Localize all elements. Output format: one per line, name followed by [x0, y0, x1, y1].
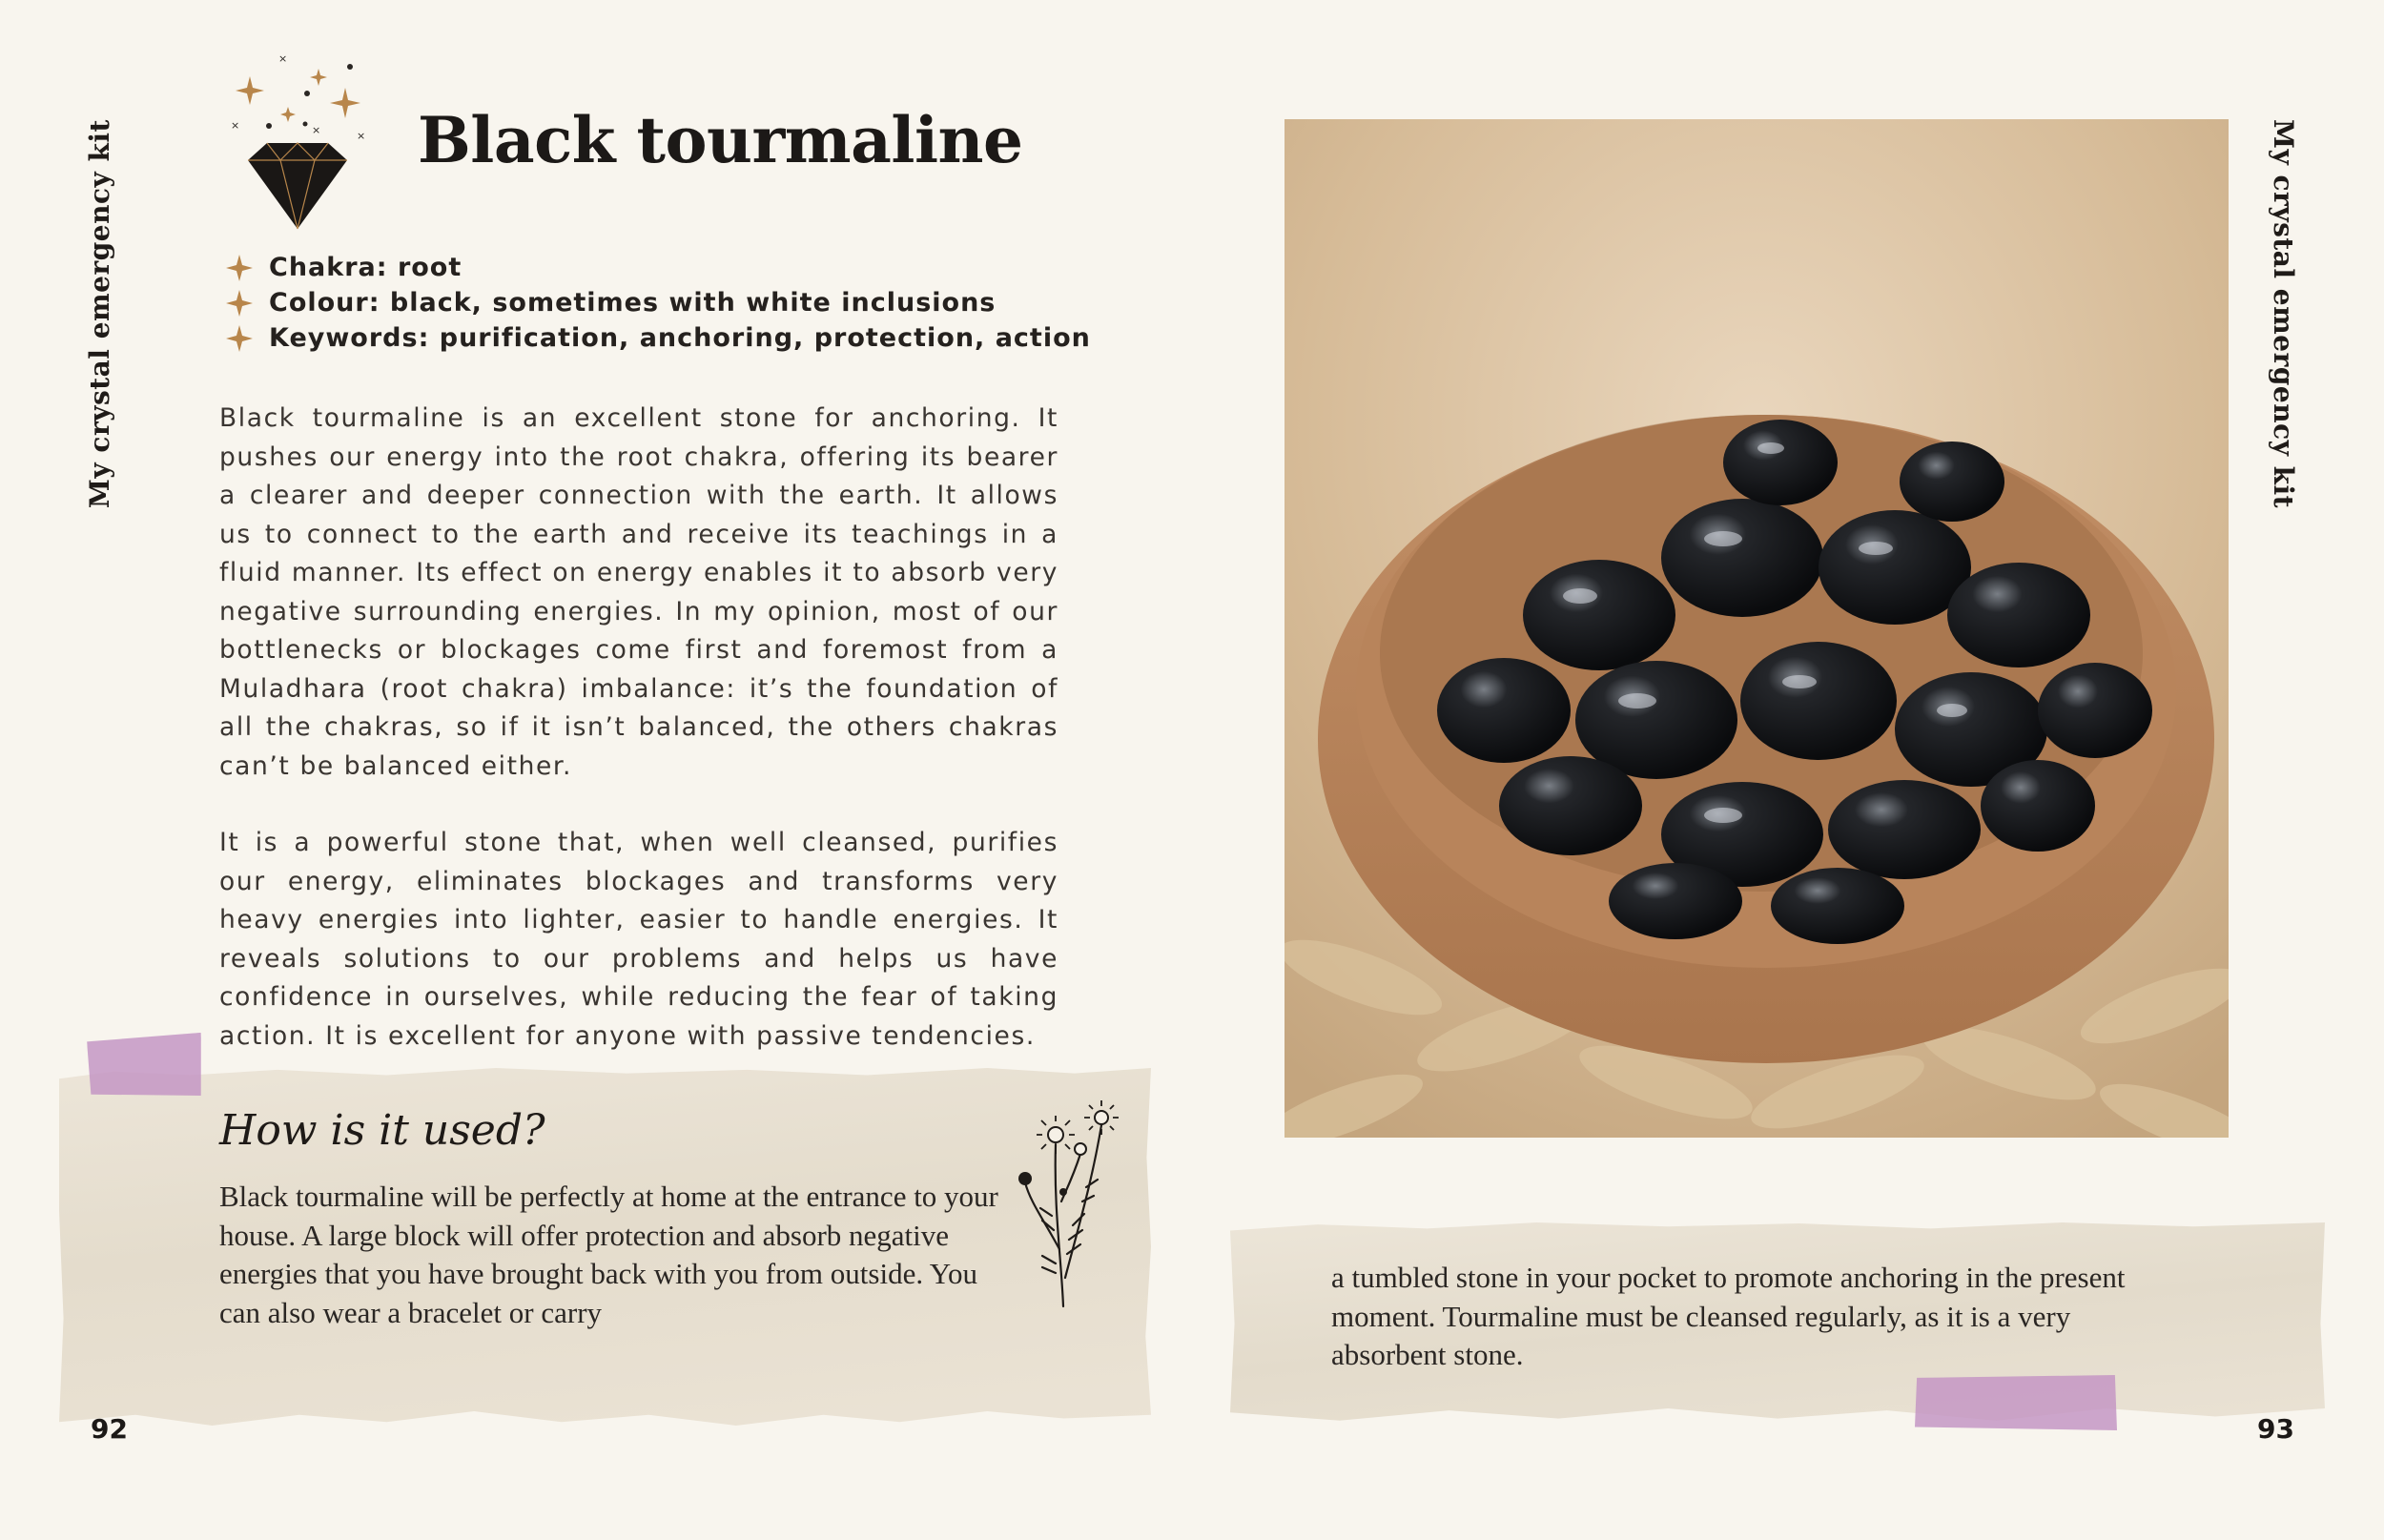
flower-sketch-icon [1006, 1087, 1130, 1316]
page-title: Black tourmaline [418, 103, 1023, 177]
star-bullet-icon [225, 289, 254, 318]
svg-text:×: × [231, 119, 240, 132]
black-gem-icon [221, 48, 374, 238]
fact-text: Colour: black, sometimes with white inclusions [269, 288, 997, 318]
star-bullet-icon [225, 254, 254, 282]
star-bullet-icon [225, 324, 254, 353]
fact-keywords [225, 320, 1091, 356]
body-paragraph-1: Black tourmaline is an excellent stone for anchoring. It pushes our energy into the root chakra, offering its bearer a clearer and deeper connection with the earth. It allows us to connect to the earth and receive its teachings in a fluid manner. Its effect on energy enables it to absorb very negative surrounding energies. In my opinion, most of our bottlenecks or blockages come first and foremost from a Muladhara (root chakra) imbalance: it’s the foundation of all the chakras, so if it isn’t balanced, the others chakras can’t be balanced either. [219, 403, 1058, 781]
tourmaline-bowl-photo [1284, 119, 2229, 1138]
fact-colour [225, 285, 1091, 320]
running-head-right: My crystal emergency kit [2268, 119, 2299, 509]
washi-tape-left [87, 1033, 203, 1099]
tourmaline-image [1284, 119, 2229, 1138]
svg-text:×: × [357, 130, 366, 142]
body-paragraph-2: It is a powerful stone that, when well cleansed, purifies our energy, eliminates blockages and transforms very heavy energies into lighter, easier to handle energies. It reveals solutions to our problems and helps us have confidence in ourselves, while reducing the fear of taking action. It is excellent for anyone with passive tendencies. [219, 828, 1058, 1051]
facts-list [225, 250, 1091, 356]
fact-text: Chakra: root [269, 253, 462, 282]
washi-tape-right [1915, 1375, 2117, 1430]
how-used-text: Black tourmaline will be perfectly at home at the entrance to your house. A large block will offer protection and absorb negative energies that you have brought back with you from outside. You can also wear a bracelet or carry [219, 1180, 998, 1329]
svg-text:×: × [278, 52, 288, 65]
fact-text: Keywords: purification, anchoring, protection, action [269, 323, 1091, 353]
fact-chakra [225, 250, 1091, 285]
how-used-heading: How is it used? [219, 1106, 545, 1155]
page-number-left: 92 [91, 1413, 128, 1445]
how-used-continued-text: a tumbled stone in your pocket to promote anchoring in the present moment. Tourmaline must be cleansed regularly, as it is a very absorbent stone. [1331, 1261, 2126, 1371]
running-head-left: My crystal emergency kit [84, 119, 115, 509]
svg-text:×: × [312, 124, 321, 136]
page-number-right: 93 [2257, 1413, 2294, 1445]
